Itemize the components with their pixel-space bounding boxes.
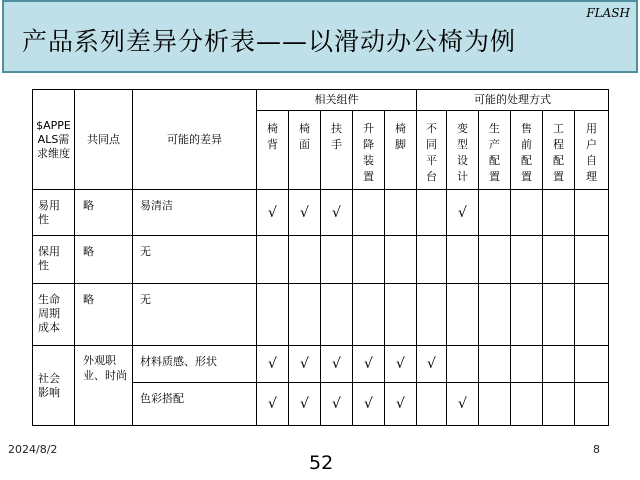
check-cell: [575, 236, 609, 284]
check-cell: √: [257, 190, 289, 236]
check-cell: [575, 284, 609, 346]
component-header: 扶手: [321, 111, 353, 190]
check-cell: [575, 383, 609, 426]
header-dimension: $APPEALS需求维度: [33, 90, 75, 190]
check-cell: [511, 346, 543, 383]
check-cell: √: [385, 383, 417, 426]
dimension-cell: 保用性: [33, 236, 75, 284]
difference-cell: 无: [133, 236, 257, 284]
check-cell: [447, 346, 479, 383]
check-cell: [511, 190, 543, 236]
check-cell: [479, 190, 511, 236]
check-cell: [575, 190, 609, 236]
difference-cell: 材料质感、形状: [133, 346, 257, 383]
header-related-components: 相关组件: [257, 90, 417, 111]
check-cell: [417, 284, 447, 346]
title-bar: [2, 0, 638, 73]
check-cell: [257, 284, 289, 346]
check-cell: [417, 190, 447, 236]
footer-date: 2024/8/2: [8, 443, 58, 456]
check-cell: [511, 236, 543, 284]
component-header: 升降装置: [353, 111, 385, 190]
header-possible-handling: 可能的处理方式: [417, 90, 609, 111]
handling-header: 用户自理: [575, 111, 609, 190]
check-cell: [479, 346, 511, 383]
difference-cell: 色彩搭配: [133, 383, 257, 426]
check-cell: √: [447, 383, 479, 426]
brand-label: FLASH: [586, 6, 630, 20]
check-cell: [385, 236, 417, 284]
check-cell: [321, 236, 353, 284]
check-cell: [543, 346, 575, 383]
check-cell: [353, 284, 385, 346]
check-cell: [385, 284, 417, 346]
check-cell: √: [447, 190, 479, 236]
check-cell: [289, 236, 321, 284]
component-header: 椅背: [257, 111, 289, 190]
difference-cell: 无: [133, 284, 257, 346]
check-cell: √: [289, 383, 321, 426]
header-common: 共同点: [75, 90, 133, 190]
check-cell: [543, 190, 575, 236]
dimension-cell: 社会影响: [33, 346, 75, 426]
handling-header: 不同平台: [417, 111, 447, 190]
check-cell: [511, 284, 543, 346]
common-cell: 外观职业、时尚: [75, 346, 133, 426]
check-cell: [353, 236, 385, 284]
check-cell: [543, 284, 575, 346]
check-cell: [575, 346, 609, 383]
component-header: 椅面: [289, 111, 321, 190]
check-cell: √: [289, 190, 321, 236]
check-cell: [417, 383, 447, 426]
slide-title: 产品系列差异分析表——以滑动办公椅为例: [22, 27, 517, 56]
check-cell: [353, 190, 385, 236]
handling-header: 售前配置: [511, 111, 543, 190]
dimension-cell: 生命周期成本: [33, 284, 75, 346]
check-cell: √: [385, 346, 417, 383]
handling-header: 变型设计: [447, 111, 479, 190]
check-cell: [511, 383, 543, 426]
component-header: 椅脚: [385, 111, 417, 190]
check-cell: √: [417, 346, 447, 383]
handling-header: 工程配置: [543, 111, 575, 190]
check-cell: √: [257, 383, 289, 426]
check-cell: [447, 236, 479, 284]
difference-cell: 易清洁: [133, 190, 257, 236]
check-cell: [543, 236, 575, 284]
check-cell: √: [321, 383, 353, 426]
check-cell: [479, 284, 511, 346]
common-cell: 略: [75, 284, 133, 346]
check-cell: √: [257, 346, 289, 383]
handling-header: 生产配置: [479, 111, 511, 190]
check-cell: √: [321, 346, 353, 383]
check-cell: [385, 190, 417, 236]
check-cell: √: [321, 190, 353, 236]
header-differences: 可能的差异: [133, 90, 257, 190]
check-cell: [543, 383, 575, 426]
check-cell: [289, 284, 321, 346]
check-cell: √: [353, 383, 385, 426]
page-number: 52: [309, 452, 334, 474]
check-cell: [447, 284, 479, 346]
check-cell: [321, 284, 353, 346]
dimension-cell: 易用性: [33, 190, 75, 236]
check-cell: [417, 236, 447, 284]
check-cell: [479, 383, 511, 426]
check-cell: [479, 236, 511, 284]
check-cell: [257, 236, 289, 284]
check-cell: √: [289, 346, 321, 383]
common-cell: 略: [75, 236, 133, 284]
footer-slide-number: 8: [593, 443, 600, 456]
check-cell: √: [353, 346, 385, 383]
common-cell: 略: [75, 190, 133, 236]
difference-analysis-table: [32, 89, 609, 426]
